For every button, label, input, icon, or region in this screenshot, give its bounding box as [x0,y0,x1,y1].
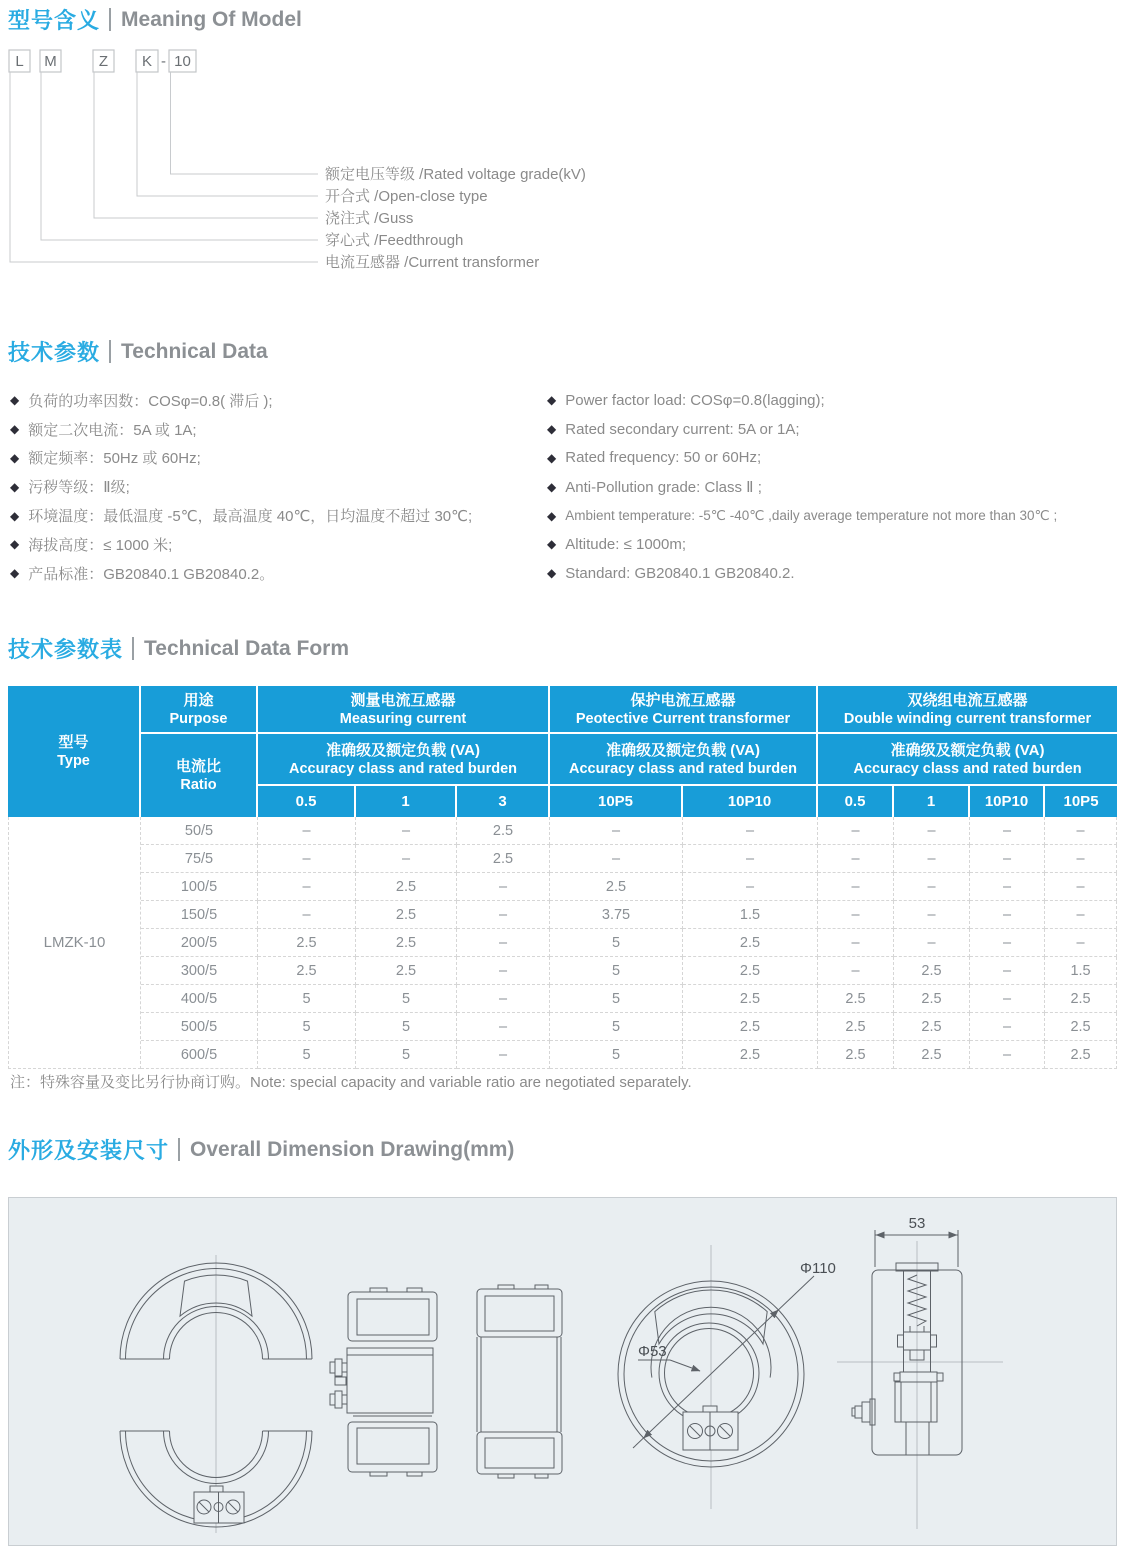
value-cell: – [970,817,1045,845]
header-ratio: 电流比 Ratio [141,734,258,817]
tech-data-text: 污秽等级：Ⅱ级; [28,479,130,497]
value-cell: – [258,873,356,901]
title-divider [109,8,111,31]
header-accuracy-protective: 准确级及额定负载 (VA) Accuracy class and rated burden [550,734,818,786]
table-note: 注：特殊容量及变比另行协商订购。Note: special capacity and variable ratio are negotiated separately. [10,1074,692,1091]
section-title-en: Meaning Of Model [121,7,302,31]
model-labels [325,165,586,271]
model-label: 额定电压等级 /Rated voltage grade(kV) [325,166,586,183]
value-cell: 2.5 [457,845,550,873]
diamond-bullet-icon: ◆ [10,537,20,552]
value-cell: 5 [356,1041,457,1069]
subcol-header: 10P5 [550,786,683,817]
tech-data-left [10,386,542,588]
diamond-bullet-icon: ◆ [10,479,20,494]
model-code-boxes [9,50,196,72]
title-divider [132,637,134,660]
value-cell: 1.5 [683,901,818,929]
model-meaning-diagram [8,40,708,290]
tech-data-text: Rated frequency: 50 or 60Hz; [565,449,762,467]
value-cell: – [894,901,970,929]
value-cell: 2.5 [683,929,818,957]
model-box-number: 10 [174,53,191,70]
value-cell: 2.5 [356,957,457,985]
diamond-bullet-icon: ◆ [10,566,20,581]
model-label: 电流互感器 /Current transformer [325,254,540,271]
value-cell: 2.5 [356,901,457,929]
value-cell: 2.5 [258,929,356,957]
value-cell: – [970,985,1045,1013]
model-leader-lines [10,72,318,262]
value-cell: – [894,817,970,845]
value-cell: – [970,929,1045,957]
value-cell: 5 [258,1041,356,1069]
value-cell: – [457,1041,550,1069]
value-cell: 2.5 [818,1041,894,1069]
value-cell: – [970,845,1045,873]
value-cell: – [894,929,970,957]
section-title-zh: 型号含义 [8,8,101,33]
value-cell: – [1045,929,1117,957]
header-group-protective: 保护电流互感器 Peotective Current transformer [550,686,818,734]
diamond-bullet-icon: ◆ [10,422,20,437]
ratio-cell: 75/5 [141,845,258,873]
subcol-header: 3 [457,786,550,817]
terminal-block [683,1406,738,1450]
diamond-bullet-icon: ◆ [547,422,557,437]
value-cell: – [1045,817,1117,845]
tech-data-text: Altitude: ≤ 1000m; [565,535,687,553]
value-cell: 2.5 [356,929,457,957]
ratio-cell: 500/5 [141,1013,258,1041]
value-cell: – [970,901,1045,929]
tech-data-item [10,472,542,501]
header-group-double-winding: 双绕组电流互感器 Double winding current transformer [818,686,1117,734]
header-purpose: 用途 Purpose [141,686,258,734]
value-cell: 2.5 [258,957,356,985]
model-label: 开合式 /Open-close type [325,188,488,205]
tech-data-text: 负荷的功率因数：COSφ=0.8( 滞后 ); [28,392,273,410]
value-cell: – [550,817,683,845]
value-cell: 2.5 [818,1013,894,1041]
tech-data-item [10,501,542,530]
value-cell: – [894,873,970,901]
diamond-bullet-icon: ◆ [547,537,557,552]
terminal-block [194,1486,244,1523]
section-title-zh: 技术参数 [8,340,101,365]
value-cell: – [683,873,818,901]
subcol-header: 0.5 [258,786,356,817]
value-cell: 5 [550,957,683,985]
model-box-letter: Z [98,53,109,70]
value-cell: 5 [550,1013,683,1041]
diamond-bullet-icon: ◆ [547,566,557,581]
subcol-header: 10P10 [970,786,1045,817]
value-cell: 5 [550,1041,683,1069]
value-cell: – [457,1013,550,1041]
diamond-bullet-icon: ◆ [547,508,557,523]
diamond-bullet-icon: ◆ [10,450,20,465]
value-cell: – [818,873,894,901]
value-cell: 2.5 [356,873,457,901]
section-title-zh: 技术参数表 [8,637,124,662]
header-type: 型号 Type [8,686,141,817]
tech-data-right [547,386,1122,588]
tech-data-text: 产品标准：GB20840.1 GB20840.2。 [28,565,275,583]
tech-data-text: 额定频率：50Hz 或 60Hz; [28,450,201,468]
tech-data-text: Power factor load: COSφ=0.8(lagging); [565,391,825,409]
value-cell: 3.75 [550,901,683,929]
section-title-technical-data [8,336,268,367]
tech-data-item [10,559,542,588]
value-cell: 2.5 [457,817,550,845]
value-cell: 5 [550,985,683,1013]
tech-data-text: 环境温度：最低温度 -5℃，最高温度 40℃，日均温度不超过 30℃; [28,508,473,526]
diamond-bullet-icon: ◆ [10,393,20,408]
value-cell: – [457,929,550,957]
table-row [8,1013,1117,1041]
value-cell: 5 [550,929,683,957]
section-title-en: Technical Data [121,339,268,363]
diamond-bullet-icon: ◆ [547,393,557,408]
tech-data-item [10,444,542,473]
value-cell: – [818,817,894,845]
value-cell: – [457,957,550,985]
type-value-cell: LMZK-10 [8,817,141,1069]
value-cell: – [683,817,818,845]
subcol-header: 10P5 [1045,786,1117,817]
value-cell: 2.5 [683,985,818,1013]
model-dash: - [161,53,166,70]
ratio-cell: 300/5 [141,957,258,985]
model-label: 穿心式 /Feedthrough [325,232,464,249]
section-title-en: Technical Data Form [144,636,350,660]
model-label: 浇注式 /Guss [325,210,414,227]
table-row [8,845,1117,873]
value-cell: 2.5 [683,1013,818,1041]
section-title-en: Overall Dimension Drawing(mm) [190,1137,515,1161]
value-cell: – [258,901,356,929]
model-box-letter: M [44,53,57,70]
subcol-header: 1 [894,786,970,817]
value-cell: – [258,845,356,873]
value-cell: – [970,873,1045,901]
tech-data-item [547,472,1122,501]
tech-data-item [10,530,542,559]
table-row [8,901,1117,929]
ratio-cell: 600/5 [141,1041,258,1069]
value-cell: – [818,957,894,985]
value-cell: – [356,845,457,873]
value-cell: – [683,845,818,873]
value-cell: 2.5 [894,985,970,1013]
title-divider [178,1138,180,1161]
tech-data-text: Anti-Pollution grade: Class Ⅱ ; [565,478,762,496]
ratio-cell: 150/5 [141,901,258,929]
diamond-bullet-icon: ◆ [10,508,20,523]
value-cell: 2.5 [818,985,894,1013]
tech-data-text: Ambient temperature: -5℃ -40℃ ,daily average temperature not more than 30℃ ; [565,507,1058,523]
value-cell: – [818,929,894,957]
diamond-bullet-icon: ◆ [547,450,557,465]
form-table-body [8,817,1117,1069]
tech-data-item [10,386,542,415]
table-row [8,985,1117,1013]
table-row [8,873,1117,901]
value-cell: 2.5 [683,957,818,985]
value-cell: – [1045,901,1117,929]
value-cell: 1.5 [1045,957,1117,985]
width-dimension-label: 53 [908,1215,926,1232]
value-cell: – [356,817,457,845]
tech-data-item [547,386,1122,415]
value-cell: 2.5 [1045,1013,1117,1041]
table-row [8,929,1117,957]
header-group-measuring: 测量电流互感器 Measuring current [258,686,550,734]
value-cell: – [818,845,894,873]
inner-diameter-label: Φ53 [638,1343,667,1360]
ratio-cell: 50/5 [141,817,258,845]
tech-data-item [547,415,1122,444]
section-title-dimension-drawing [8,1134,514,1165]
value-cell: 2.5 [894,1041,970,1069]
section-title-zh: 外形及安装尺寸 [8,1138,170,1163]
tech-data-item [547,444,1122,473]
tech-data-item [547,559,1122,588]
value-cell: – [457,901,550,929]
value-cell: – [1045,845,1117,873]
value-cell: 2.5 [1045,985,1117,1013]
value-cell: – [970,957,1045,985]
ratio-cell: 200/5 [141,929,258,957]
table-row [8,1041,1117,1069]
header-accuracy-measuring: 准确级及额定负载 (VA) Accuracy class and rated burden [258,734,550,786]
table-row [8,817,1117,845]
value-cell: 5 [258,985,356,1013]
header-accuracy-double-winding: 准确级及额定负载 (VA) Accuracy class and rated burden [818,734,1117,786]
diamond-bullet-icon: ◆ [547,479,557,494]
drawing-panel-background [9,1198,1117,1546]
outer-diameter-label: Φ110 [800,1260,836,1277]
value-cell: 2.5 [894,1013,970,1041]
value-cell: 5 [356,985,457,1013]
value-cell: – [457,985,550,1013]
ratio-cell: 400/5 [141,985,258,1013]
value-cell: 2.5 [550,873,683,901]
value-cell: 5 [258,1013,356,1041]
tech-data-text: 海拔高度：≤ 1000 米; [28,536,173,554]
section-title-technical-data-form [8,633,349,664]
value-cell: 2.5 [894,957,970,985]
tech-data-text: Rated secondary current: 5A or 1A; [565,420,800,438]
technical-data-form-table [8,686,1117,1069]
value-cell: – [258,817,356,845]
model-box-letter: L [15,53,24,70]
subcol-header: 0.5 [818,786,894,817]
tech-data-text: 额定二次电流：5A 或 1A; [28,421,197,439]
value-cell: 2.5 [683,1041,818,1069]
title-divider [109,340,111,363]
value-cell: – [550,845,683,873]
tech-data-text: Standard: GB20840.1 GB20840.2. [565,564,795,582]
value-cell: – [894,845,970,873]
model-box-letter: K [141,53,153,70]
value-cell: – [970,1013,1045,1041]
table-row [8,957,1117,985]
tech-data-item [10,415,542,444]
value-cell: – [818,901,894,929]
dimension-drawing-panel [8,1197,1117,1546]
tech-data-item [547,501,1122,530]
ratio-cell: 100/5 [141,873,258,901]
value-cell: – [457,873,550,901]
value-cell: 5 [356,1013,457,1041]
tech-data-item [547,530,1122,559]
value-cell: – [970,1041,1045,1069]
section-title-model-meaning [8,4,302,35]
subcol-header: 1 [356,786,457,817]
value-cell: 2.5 [1045,1041,1117,1069]
value-cell: – [1045,873,1117,901]
subcol-header: 10P10 [683,786,818,817]
